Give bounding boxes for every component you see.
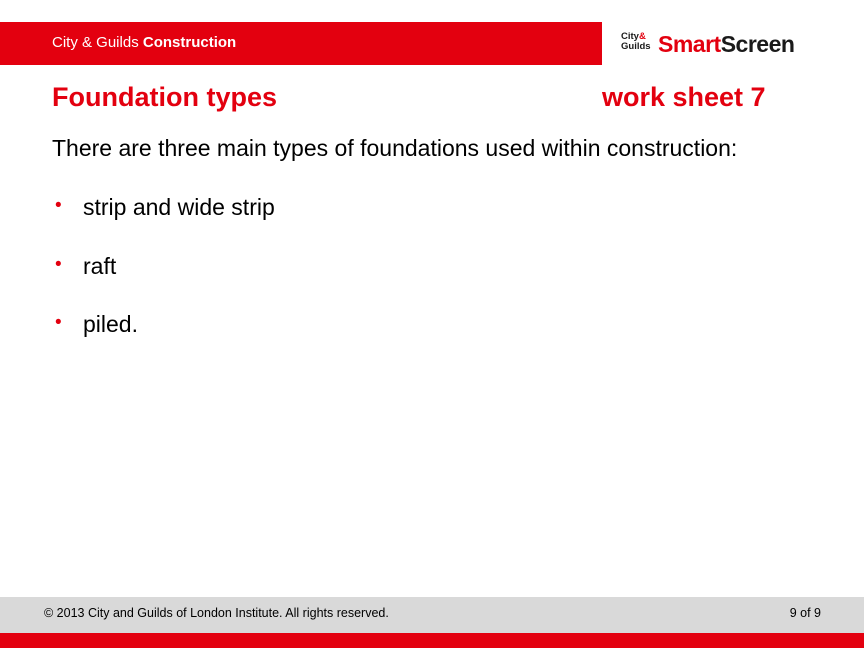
bottom-accent-bar — [0, 633, 864, 648]
header-brand-text — [52, 34, 236, 51]
list-item-text: raft — [83, 252, 117, 279]
bullet-icon: • — [55, 195, 62, 216]
list-item-text: piled. — [83, 311, 138, 337]
logo-screen-text: Screen — [720, 31, 795, 57]
bullet-icon: • — [55, 312, 62, 333]
copyright-text: © 2013 City and Guilds of London Institute. All rights reserved. — [44, 606, 389, 620]
header-brand-prefix: City & Guilds — [52, 34, 139, 51]
bullet-icon: • — [55, 253, 62, 275]
header-brand-construction: Construction — [142, 34, 237, 51]
page-number: 9 of 9 — [789, 606, 821, 620]
city-guilds-logo-mark — [621, 32, 657, 52]
smartscreen-wordmark — [658, 31, 794, 58]
smartscreen-logo — [618, 26, 828, 62]
intro-text: There are three main types of foundations used within construction: — [52, 135, 738, 161]
logo-smart-text: Smart — [658, 31, 721, 57]
list-item-text: strip and wide strip — [83, 194, 275, 220]
logo-amp-text: & — [638, 31, 646, 42]
logo-guilds-text: Guilds — [621, 41, 651, 52]
slide-title: Foundation types — [52, 82, 277, 112]
worksheet-label: work sheet 7 — [602, 82, 766, 112]
logo-city-text: City — [621, 31, 639, 42]
